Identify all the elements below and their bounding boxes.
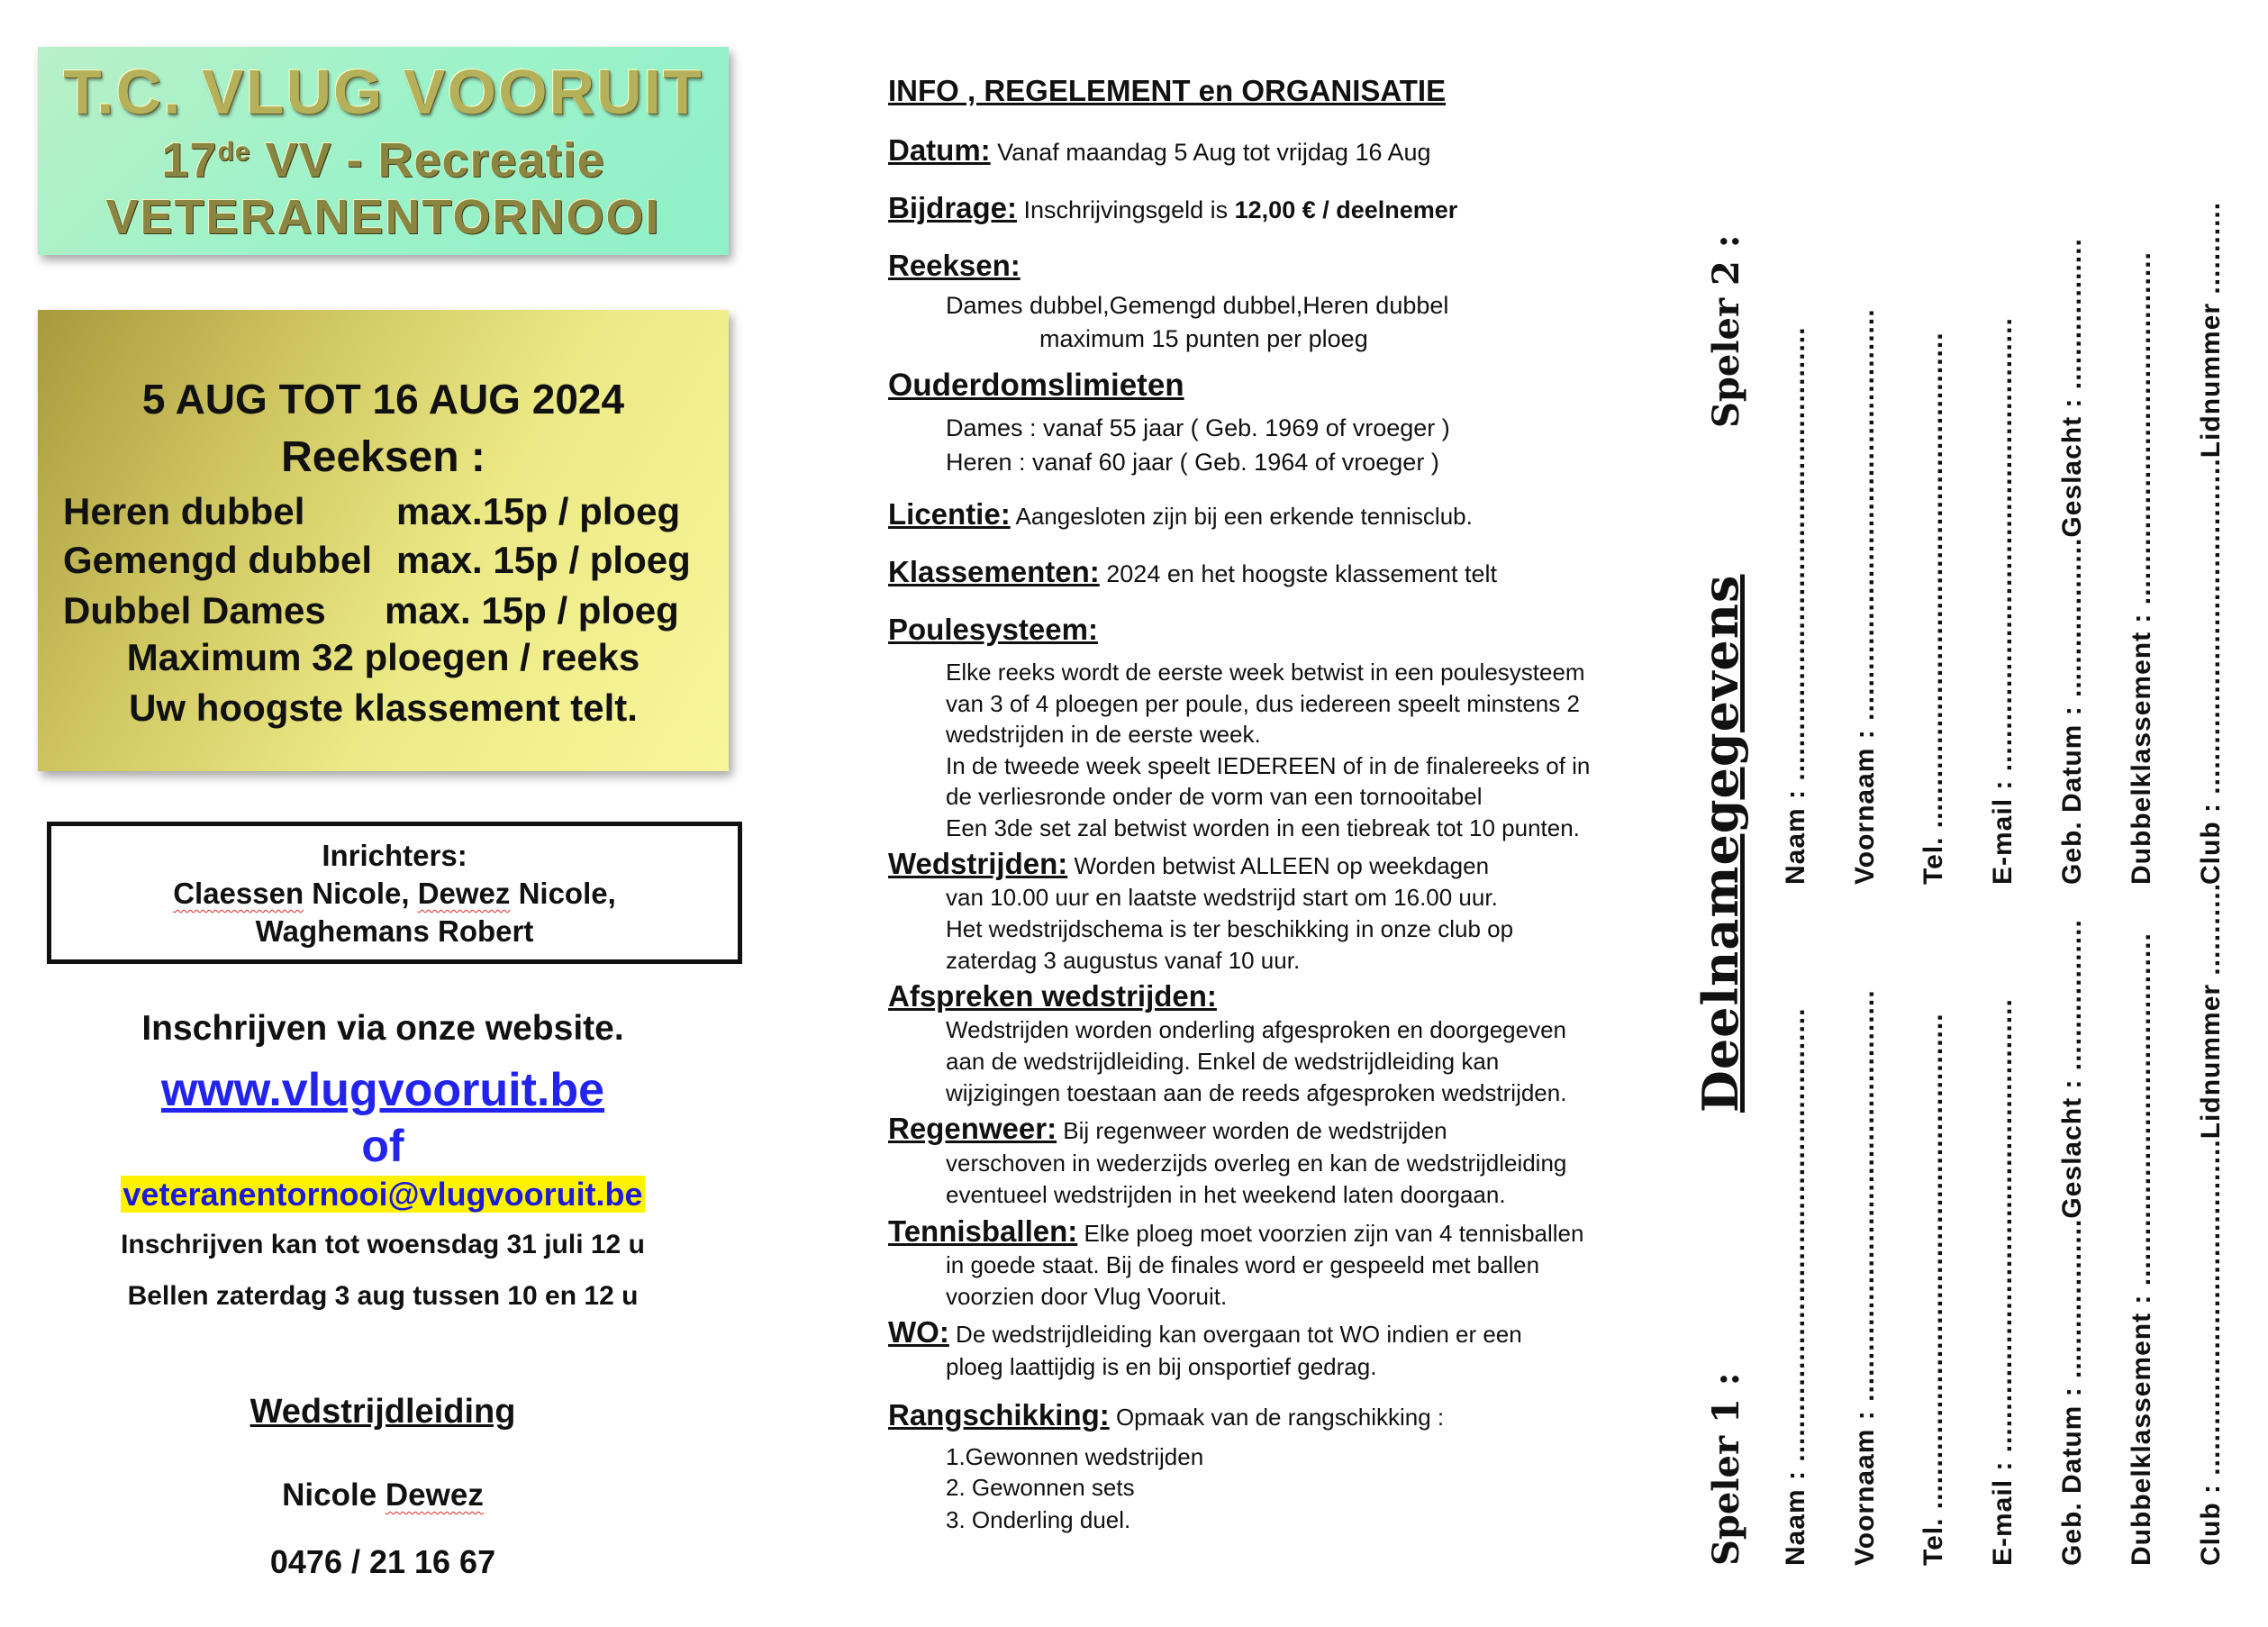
- tennisballen-line: [888, 1214, 1583, 1249]
- edition-number: 17: [161, 133, 218, 187]
- leadership-label: Wedstrijdleiding: [249, 1393, 516, 1431]
- info-heading: INFO , REGELEMENT en ORGANISATIE: [888, 74, 1447, 107]
- datum-text: Vanaf maandag 5 Aug tot vrijdag 16 Aug: [990, 139, 1431, 166]
- poule-line: de verliesronde onder de vorm van een tornooitabel: [946, 783, 1483, 810]
- summary-row-name: Heren dubbel: [63, 490, 305, 532]
- summary-ranking-note: Uw hoogste klassement telt.: [129, 686, 638, 729]
- p1-club-lidnummer-field[interactable]: Club : ........................................Lidnummer ...........: [2196, 882, 2226, 1566]
- rang-line: [888, 1398, 1444, 1432]
- tennisballen-sub: voorzien door Vlug Vooruit.: [946, 1283, 1228, 1310]
- rang-text: Opmaak van de rangschikking :: [1109, 1404, 1445, 1431]
- reeksen-label: Reeksen:: [888, 249, 1021, 282]
- registration-or: of: [361, 1121, 404, 1171]
- p2-email-field[interactable]: E-mail : ......................................................: [1988, 317, 2018, 885]
- speler1-label: Speler 1 :: [1705, 1372, 1747, 1566]
- summary-max-teams: Maximum 32 ploegen / reeks: [126, 636, 640, 678]
- organizer-firstname: Nicole,: [510, 877, 616, 910]
- p2-tel-field[interactable]: Tel. ...........................................................: [1919, 332, 1948, 885]
- p1-email-field[interactable]: E-mail : ......................................................: [1988, 998, 2018, 1566]
- organizers-line1: [51, 877, 738, 911]
- licentie-line: [888, 497, 1473, 532]
- regenweer-line: [888, 1112, 1447, 1146]
- afspreken-line: aan de wedstrijdleiding. Enkel de wedstrijdleiding kan: [946, 1048, 1500, 1075]
- organizer-surname: Dewez: [417, 877, 511, 910]
- p1-naam-field[interactable]: Naam : ......................................................: [1781, 1007, 1810, 1566]
- rang-label: Rangschikking:: [888, 1398, 1110, 1432]
- regenweer-label: Regenweer:: [888, 1112, 1057, 1145]
- wedstrijden-line: [888, 847, 1489, 881]
- bijdrage-line: [888, 191, 1457, 225]
- afspreken-line: Wedstrijden worden onderling afgesproken en doorgegeven: [946, 1016, 1566, 1043]
- poule-line: Elke reeks wordt de eerste week betwist in een poulesysteem: [946, 659, 1585, 686]
- reeksen-line: maximum 15 punten per ploeg: [1039, 325, 1368, 352]
- summary-row-max: max. 15p / ploeg: [396, 539, 691, 581]
- tennisballen-sub: in goede staat. Bij de finales word er gespeeld met ballen: [946, 1251, 1540, 1278]
- summary-row-name: Gemengd dubbel: [63, 539, 373, 581]
- leadership-firstname: Nicole: [282, 1477, 386, 1513]
- website-link-wrap: [0, 1063, 766, 1117]
- club-name: T.C. VLUG VOORUIT: [63, 57, 703, 127]
- edition-title: [38, 132, 729, 188]
- klassement-text: 2024 en het hoogste klassement telt: [1099, 560, 1498, 587]
- wo-sub: ploeg laattijdig is en bij onsportief gedrag.: [946, 1353, 1377, 1380]
- organizer-firstname: Nicole,: [304, 877, 418, 910]
- wedstrijden-text: Worden betwist ALLEEN op weekdagen: [1067, 852, 1490, 879]
- rang-item: 1.Gewonnen wedstrijden: [946, 1443, 1204, 1470]
- klassement-label: Klassementen:: [888, 555, 1100, 588]
- wedstrijden-sub: zaterdag 3 augustus vanaf 10 uur.: [946, 947, 1301, 974]
- tournament-name: VETERANENTORNOOI: [105, 190, 661, 244]
- speler2-label: Speler 2 :: [1705, 234, 1747, 428]
- licentie-label: Licentie:: [888, 497, 1011, 531]
- p1-geb-geslacht-field[interactable]: Geb. Datum : ...................Geslacht : ..................: [2057, 919, 2087, 1566]
- bijdrage-text: Inschrijvingsgeld is: [1017, 196, 1235, 223]
- regenweer-sub: verschoven in wederzijds overleg en kan de wedstrijdleiding: [946, 1150, 1567, 1177]
- registration-call: Bellen zaterdag 3 aug tussen 10 en 12 u: [127, 1281, 639, 1311]
- summary-dates: 5 AUG TOT 16 AUG 2024: [141, 376, 625, 423]
- summary-row-max: max. 15p / ploeg: [385, 589, 679, 632]
- datum-label: Datum:: [888, 133, 991, 167]
- organizer-surname: Claessen: [173, 877, 304, 910]
- regenweer-text: Bij regenweer worden de wedstrijden: [1057, 1117, 1447, 1144]
- p2-voornaam-field[interactable]: Voornaam : .................................................: [1850, 308, 1880, 885]
- p2-dubbelklassement-field[interactable]: Dubbelklassement : ..........................................: [2127, 251, 2156, 885]
- wo-label: WO:: [888, 1315, 949, 1349]
- title-banner: [38, 47, 729, 255]
- ouderdom-label: Ouderdomslimieten: [888, 368, 1184, 403]
- p1-dubbelklassement-field[interactable]: Dubbelklassement : ..........................................: [2127, 932, 2156, 1566]
- bijdrage-amount: 12,00 € / deelnemer: [1234, 196, 1458, 223]
- wo-text: De wedstrijdleiding kan overgaan tot WO indien er een: [948, 1321, 1522, 1348]
- ouderdom-dames: Dames : vanaf 55 jaar ( Geb. 1969 of vroeger ): [946, 414, 1450, 441]
- summary-box: [38, 310, 729, 771]
- organizers-label: Inrichters:: [322, 839, 467, 872]
- regenweer-sub: eventueel wedstrijden in het weekend laten doorgaan.: [946, 1181, 1506, 1208]
- rang-item: 3. Onderling duel.: [946, 1506, 1131, 1533]
- reeksen-line: Dames dubbel,Gemengd dubbel,Heren dubbel: [946, 292, 1449, 319]
- summary-reeksen-label: Reeksen :: [281, 433, 485, 481]
- registration-deadline: Inschrijven kan tot woensdag 31 juli 12 u: [121, 1230, 645, 1259]
- bijdrage-label: Bijdrage:: [888, 191, 1018, 224]
- afspreken-line: wijzigingen toestaan aan de reeds afgesproken wedstrijden.: [946, 1079, 1567, 1106]
- ouderdom-heren: Heren : vanaf 60 jaar ( Geb. 1964 of vroeger ): [946, 449, 1439, 476]
- organizers-line2: Waghemans Robert: [255, 914, 534, 948]
- email-wrap: [0, 1176, 766, 1213]
- poule-line: van 3 of 4 ploegen per poule, dus iedereen speelt minstens 2: [946, 690, 1580, 717]
- summary-row-name: Dubbel Dames: [63, 589, 326, 632]
- rang-item: 2. Gewonnen sets: [946, 1474, 1135, 1501]
- website-link[interactable]: www.vlugvooruit.be: [160, 1064, 605, 1116]
- licentie-text: Aangesloten zijn bij een erkende tennisclub.: [1010, 503, 1473, 530]
- wedstrijden-label: Wedstrijden:: [888, 847, 1068, 880]
- klassement-line: [888, 555, 1497, 589]
- poule-line: wedstrijden in de eerste week.: [946, 721, 1261, 748]
- wo-line: [888, 1315, 1522, 1350]
- email-link[interactable]: veteranentornooi@vlugvooruit.be: [122, 1176, 643, 1213]
- wedstrijden-sub: Het wedstrijdschema is ter beschikking in onze club op: [946, 915, 1514, 942]
- tennisballen-text: Elke ploeg moet voorzien zijn van 4 tennisballen: [1077, 1220, 1584, 1247]
- poule-label: Poulesysteem:: [888, 613, 1098, 646]
- p2-geb-geslacht-field[interactable]: Geb. Datum : ...................Geslacht : ..................: [2057, 238, 2087, 885]
- poule-line: In de tweede week speelt IEDEREEN of in de finalereeks of in: [946, 752, 1591, 779]
- datum-line: [888, 133, 1431, 168]
- afspreken-label: Afspreken wedstrijden:: [888, 979, 1217, 1013]
- p1-voornaam-field[interactable]: Voornaam : .................................................: [1850, 989, 1880, 1566]
- edition-text: VV - Recreatie: [250, 133, 605, 187]
- leadership-lastname: Dewez: [385, 1477, 484, 1513]
- p2-club-lidnummer-field[interactable]: Club : ........................................Lidnummer ...........: [2196, 201, 2226, 885]
- tennisballen-label: Tennisballen:: [888, 1214, 1078, 1248]
- leadership-name: [0, 1477, 766, 1513]
- edition-sup: de: [217, 137, 251, 167]
- leadership-phone: 0476 / 21 16 67: [269, 1543, 496, 1580]
- registration-via: Inschrijven via onze website.: [141, 1009, 624, 1048]
- wedstrijden-sub: van 10.00 uur en laatste wedstrijd start om 16.00 uur.: [946, 884, 1498, 911]
- p2-naam-field[interactable]: Naam : ......................................................: [1781, 326, 1810, 885]
- poule-line: Een 3de set zal betwist worden in een tiebreak tot 10 punten.: [946, 814, 1580, 841]
- organizers-box: [47, 822, 742, 964]
- form-title: Deelnamegegevens: [1692, 574, 1749, 1113]
- p1-tel-field[interactable]: Tel. ...........................................................: [1919, 1013, 1948, 1566]
- summary-row-max: max.15p / ploeg: [396, 490, 681, 532]
